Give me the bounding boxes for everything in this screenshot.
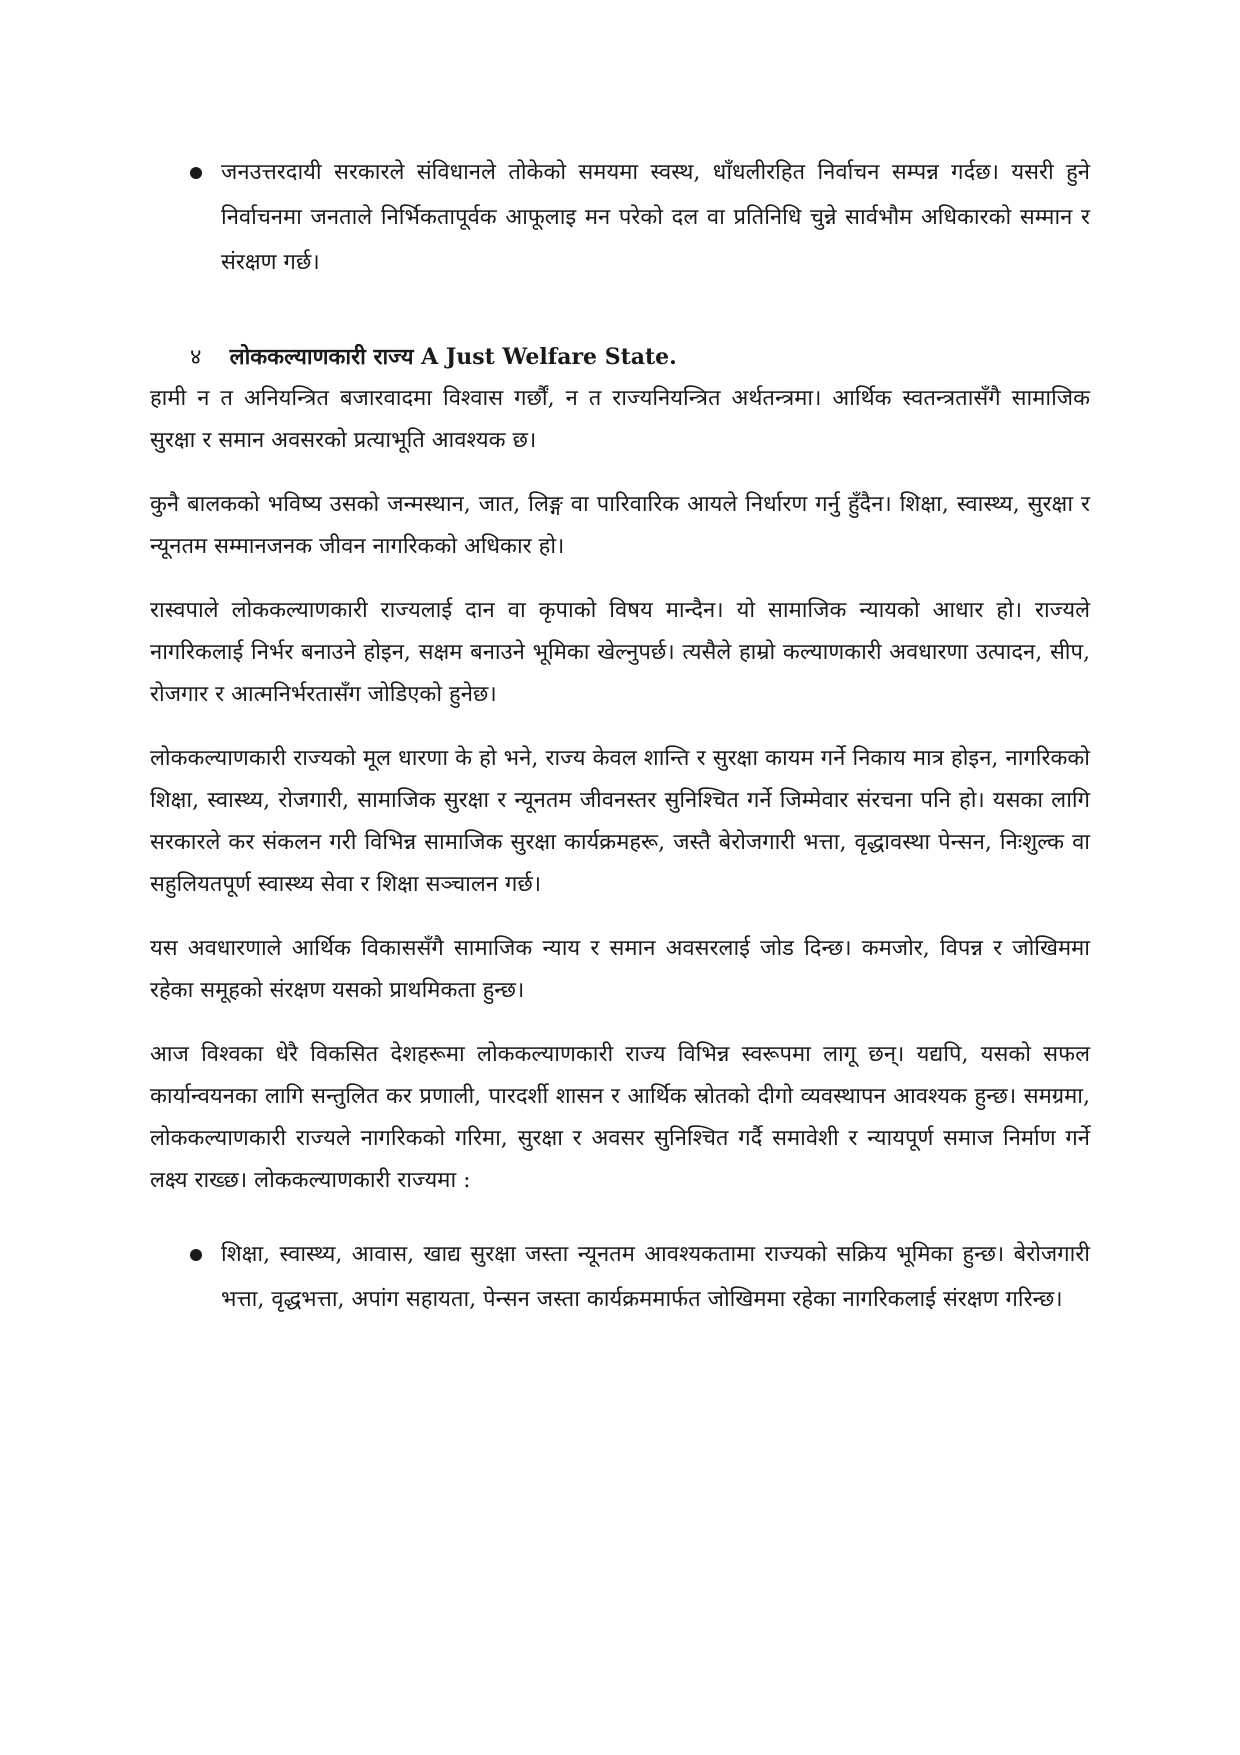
paragraph-3: रास्वपाले लोककल्याणकारी राज्यलाई दान वा कृपाको विषय मान्दैन। यो सामाजिक न्यायको आधार हो। राज्यले नागरिकलाई निर्भर बनाउने होइन, सक्षम बनाउने भूमिका खेल्नुपर्छ। त्यसैले हाम्रो कल्याणकारी अवधारणा उत्पादन, सीप, रोजगार र आत्मनिर्भरतासँग जोडिएको हुनेछ। [150,598,1090,707]
bullet-text: शिक्षा, स्वास्थ्य, आवास, खाद्य सुरक्षा जस्ता न्यूनतम आवश्यकतामा राज्यको सक्रिय भूमिका हुन्छ। बेरोजगारी भत्ता, वृद्धभत्ता, अपांग सहायता, पेन्सन जस्ता कार्यक्रममार्फत जोखिममा रहेका नागरिकलाई संरक्षण गरिन्छ। [221,1242,1090,1312]
bullet-item-election [150,150,1090,285]
paragraph-4: लोककल्याणकारी राज्यको मूल धारणा के हो भने, राज्य केवल शान्ति र सुरक्षा कायम गर्ने निकाय मात्र होइन, नागरिकको शिक्षा, स्वास्थ्य, रोजगारी, सामाजिक सुरक्षा र न्यूनतम जीवनस्तर सुनिश्चित गर्ने जिम्मेवार संरचना पनि हो। यसका लागि सरकारले कर संकलन गरी विभिन्न सामाजिक सुरक्षा कार्यक्रमहरू, जस्तै बेरोजगारी भत्ता, वृद्धावस्था पेन्सन, निःशुल्क वा सहुलियतपूर्ण स्वास्थ्य सेवा र शिक्षा सञ्चालन गर्छ। [150,746,1090,897]
paragraph-2: कुनै बालकको भविष्य उसको जन्मस्थान, जात, लिङ्ग वा पारिवारिक आयले निर्धारण गर्नु हुँदैन। शिक्षा, स्वास्थ्य, सुरक्षा र न्यूनतम सम्मानजनक जीवन नागरिकको अधिकार हो। [150,492,1090,559]
document-page [150,150,1090,1322]
bullet-dot-icon [190,167,202,179]
section-title: लोककल्याणकारी राज्य A Just Welfare State. [229,344,677,370]
paragraph-1: हामी न त अनियन्त्रित बजारवादमा विश्वास गर्छौं, न त राज्यनियन्त्रित अर्थतन्त्रमा। आर्थिक स्वतन्त्रतासँगै सामाजिक सुरक्षा र समान अवसरको प्रत्याभूति आवश्यक छ। [150,386,1090,453]
section-number: ४ [190,345,202,370]
paragraph-5: यस अवधारणाले आर्थिक विकाससँगै सामाजिक न्याय र समान अवसरलाई जोड दिन्छ। कमजोर, विपन्न र जोखिममा रहेका समूहको संरक्षण यसको प्राथमिकता हुन्छ। [150,936,1090,1003]
bullet-dot-icon [190,1249,202,1261]
bullet-item-welfare [150,1232,1090,1322]
bullet-text: जनउत्तरदायी सरकारले संविधानले तोकेको समयमा स्वस्थ, धाँधलीरहित निर्वाचन सम्पन्न गर्दछ। यसरी हुने निर्वाचनमा जनताले निर्भिकतापूर्वक आफूलाइ मन परेको दल वा प्रतिनिधि चुन्ने सार्वभौम अधिकारको सम्मान र संरक्षण गर्छ। [221,160,1090,275]
section-heading [150,337,1090,378]
paragraph-6: आज विश्वका धेरै विकसित देशहरूमा लोककल्याणकारी राज्य विभिन्न स्वरूपमा लागू छन्। यद्यपि, यसको सफल कार्यान्वयनका लागि सन्तुलित कर प्रणाली, पारदर्शी शासन र आर्थिक स्रोतको दीगो व्यवस्थापन आवश्यक हुन्छ। समग्रमा, लोककल्याणकारी राज्यले नागरिकको गरिमा, सुरक्षा र अवसर सुनिश्चित गर्दै समावेशी र न्यायपूर्ण समाज निर्माण गर्ने लक्ष्य राख्छ। लोककल्याणकारी राज्यमा : [150,1042,1090,1193]
